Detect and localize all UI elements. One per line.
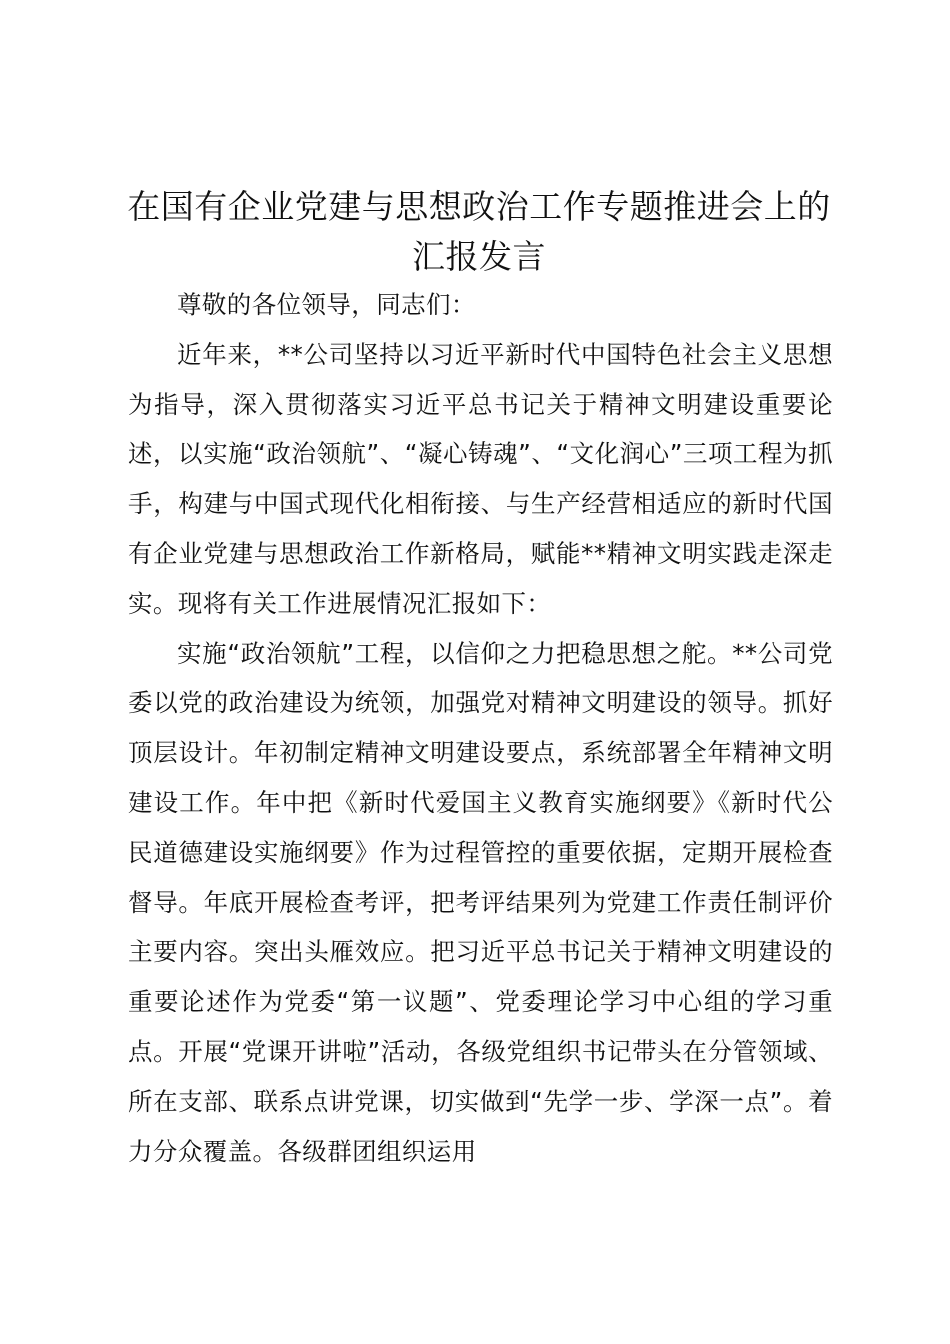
document-body <box>128 280 833 1176</box>
section-paragraph: 实施“政治领航”工程，以信仰之力把稳思想之舵。**公司党委以党的政治建设为统领，加强党对精神文明建设的领导。抓好顶层设计。年初制定精神文明建设要点，系统部署全年精神文明建设工作。年中把《新时代爱国主义教育实施纲要》《新时代公民道德建设实施纲要》作为过程管控的重要依据，定期开展检查督导。年底开展检查考评，把考评结果列为党建工作责任制评价主要内容。突出头雁效应。把习近平总书记关于精神文明建设的重要论述作为党委“第一议题”、党委理论学习中心组的学习重点。开展“党课开讲啦”活动，各级党组织书记带头在分管领域、所在支部、联系点讲党课，切实做到“先学一步、学深一点”。着力分众覆盖。各级群团组织运用 <box>128 638 833 1166</box>
salutation-paragraph: 尊敬的各位领导，同志们： <box>177 290 476 319</box>
intro-paragraph: 近年来，**公司坚持以习近平新时代中国特色社会主义思想为指导，深入贯彻落实习近平总书记关于精神文明建设重要论述，以实施“政治领航”、“凝心铸魂”、“文化润心”三项工程为抓手，构建与中国式现代化相衔接、与生产经营相适应的新时代国有企业党建与思想政治工作新格局，赋能**精神文明实践走深走实。现将有关工作进展情况汇报如下： <box>128 339 833 618</box>
document-title: 在国有企业党建与思想政治工作专题推进会上的汇报发言 <box>127 187 831 276</box>
